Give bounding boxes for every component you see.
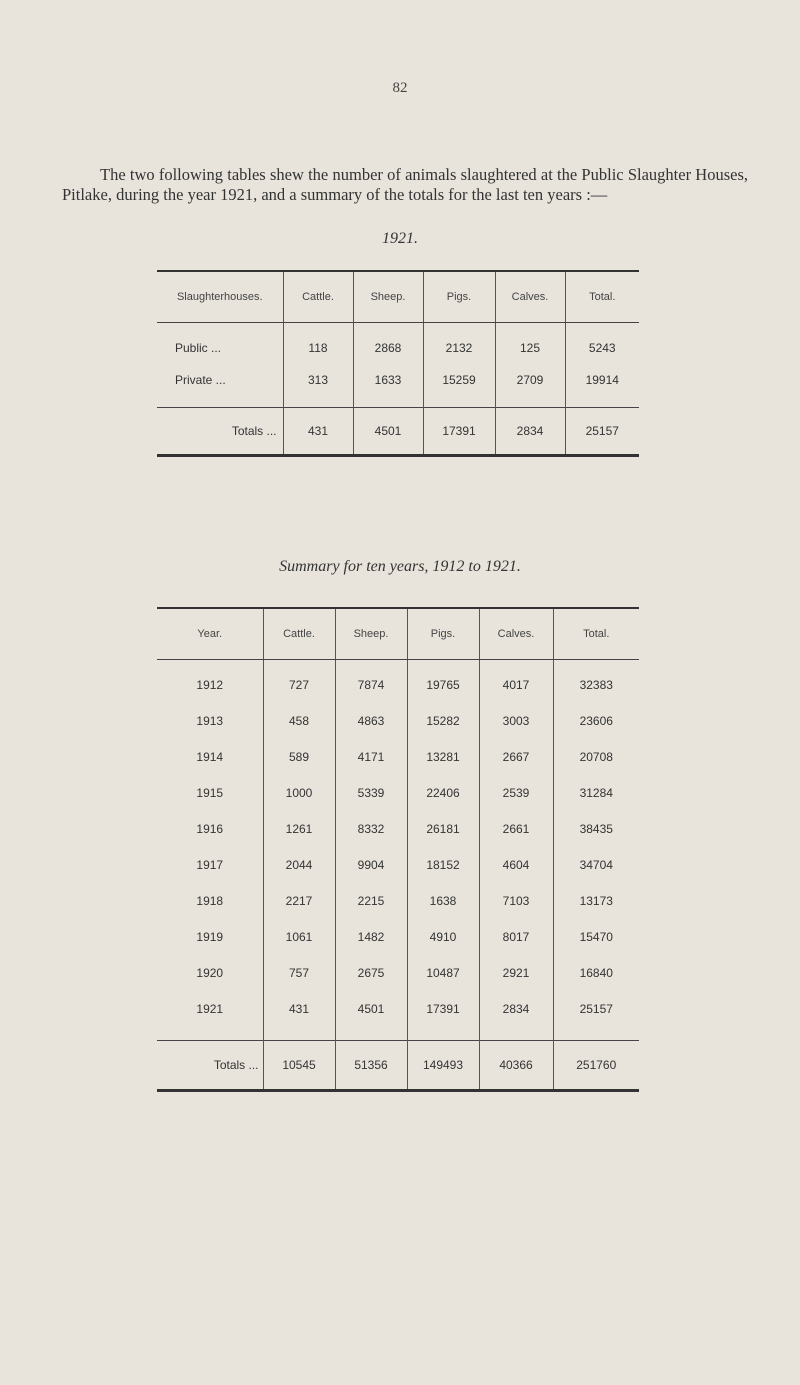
table-cell: 4910 [407,919,479,955]
table-row [157,660,639,704]
table-header-row [157,608,639,660]
table-cell: 17391 [423,408,495,456]
year-cell: 1912 [196,678,224,692]
table-cell: 313 [283,364,353,408]
column-header: Cattle. [263,608,335,660]
table-cell: 51356 [335,1041,407,1091]
row-label: Public ... [175,341,222,355]
table-cell: 4017 [479,660,553,704]
table-row [157,811,639,847]
totals-label: Totals ... [157,1041,263,1091]
table-row [157,883,639,919]
table-cell: 19914 [565,364,639,408]
row-label: Private ... [175,373,226,387]
slaughter-1921-table [157,270,639,457]
column-header: Pigs. [407,608,479,660]
table-row [157,364,639,408]
table-cell: 2539 [479,775,553,811]
table-cell: 2215 [335,883,407,919]
table2-heading: Summary for ten years, 1912 to 1921. [279,558,521,575]
table-cell: 22406 [407,775,479,811]
column-header: Slaughterhouses. [157,271,283,323]
table-cell: 125 [495,323,565,365]
column-header: Year. [157,608,263,660]
table-cell: 15282 [407,703,479,739]
table-cell: 23606 [553,703,639,739]
table-row [157,739,639,775]
column-header: Sheep. [353,271,423,323]
table-cell: 5243 [565,323,639,365]
table-cell: 31284 [553,775,639,811]
table-cell: 4604 [479,847,553,883]
table-cell: 2044 [263,847,335,883]
table-cell: 9904 [335,847,407,883]
intro-paragraph: The two following tables shew the number of animals slaughtered at the Public Slaughter Houses, Pitlake, during the year 1921, and a summary of the totals for the last ten years :— [62,164,748,204]
table-cell: 251760 [553,1041,639,1091]
table-cell: 8017 [479,919,553,955]
table-cell: 10487 [407,955,479,991]
year-cell: 1916 [196,822,224,836]
table-row [157,703,639,739]
table-row [157,775,639,811]
table-cell: 2132 [423,323,495,365]
year-cell: 1917 [196,858,224,872]
year-cell: 1919 [196,930,224,944]
table-cell: 34704 [553,847,639,883]
column-header: Calves. [495,271,565,323]
year-cell: 1921 [196,1002,224,1016]
table-cell: 3003 [479,703,553,739]
table-cell: 431 [263,991,335,1041]
table-cell: 1633 [353,364,423,408]
table-cell: 20708 [553,739,639,775]
table-cell: 8332 [335,811,407,847]
table-cell: 7103 [479,883,553,919]
table-cell: 2834 [479,991,553,1041]
table-row [157,955,639,991]
table-cell: 7874 [335,660,407,704]
table-cell: 2675 [335,955,407,991]
table-cell: 25157 [565,408,639,456]
table-cell: 19765 [407,660,479,704]
table-cell: 2834 [495,408,565,456]
table-row [157,323,639,365]
table-cell: 4171 [335,739,407,775]
column-header: Total. [565,271,639,323]
table-cell: 4863 [335,703,407,739]
page-number: 82 [392,80,408,96]
table-cell: 1638 [407,883,479,919]
table-cell: 4501 [335,991,407,1041]
totals-label: Totals ... [157,408,283,456]
table-cell: 2868 [353,323,423,365]
table-cell: 18152 [407,847,479,883]
table-cell: 17391 [407,991,479,1041]
table-cell: 4501 [353,408,423,456]
totals-row [157,1041,639,1091]
column-header: Sheep. [335,608,407,660]
table-row [157,847,639,883]
table-cell: 757 [263,955,335,991]
column-header: Pigs. [423,271,495,323]
table-cell: 1000 [263,775,335,811]
year-cell: 1914 [196,750,224,764]
year-cell: 1920 [196,966,224,980]
table-cell: 589 [263,739,335,775]
table-row [157,919,639,955]
year-cell: 1915 [196,786,224,800]
table-cell: 13173 [553,883,639,919]
year-cell: 1913 [196,714,224,728]
table-cell: 25157 [553,991,639,1041]
table-header-row [157,271,639,323]
column-header: Calves. [479,608,553,660]
table-row [157,991,639,1041]
table-cell: 16840 [553,955,639,991]
table-cell: 118 [283,323,353,365]
table-cell: 1261 [263,811,335,847]
table1-heading: 1921. [382,230,418,247]
table-cell: 15259 [423,364,495,408]
totals-row [157,408,639,456]
table-cell: 10545 [263,1041,335,1091]
table-cell: 1482 [335,919,407,955]
column-header: Total. [553,608,639,660]
table-cell: 40366 [479,1041,553,1091]
table-cell: 32383 [553,660,639,704]
table-cell: 2921 [479,955,553,991]
table-cell: 2217 [263,883,335,919]
year-cell: 1918 [196,894,224,908]
table-cell: 15470 [553,919,639,955]
table-cell: 727 [263,660,335,704]
column-header: Cattle. [283,271,353,323]
table-cell: 38435 [553,811,639,847]
ten-year-summary-table [157,607,639,1092]
table-cell: 149493 [407,1041,479,1091]
table-cell: 13281 [407,739,479,775]
table-cell: 26181 [407,811,479,847]
table-cell: 5339 [335,775,407,811]
table-cell: 2661 [479,811,553,847]
table-cell: 2667 [479,739,553,775]
table-cell: 458 [263,703,335,739]
table-cell: 1061 [263,919,335,955]
table-cell: 2709 [495,364,565,408]
table-cell: 431 [283,408,353,456]
